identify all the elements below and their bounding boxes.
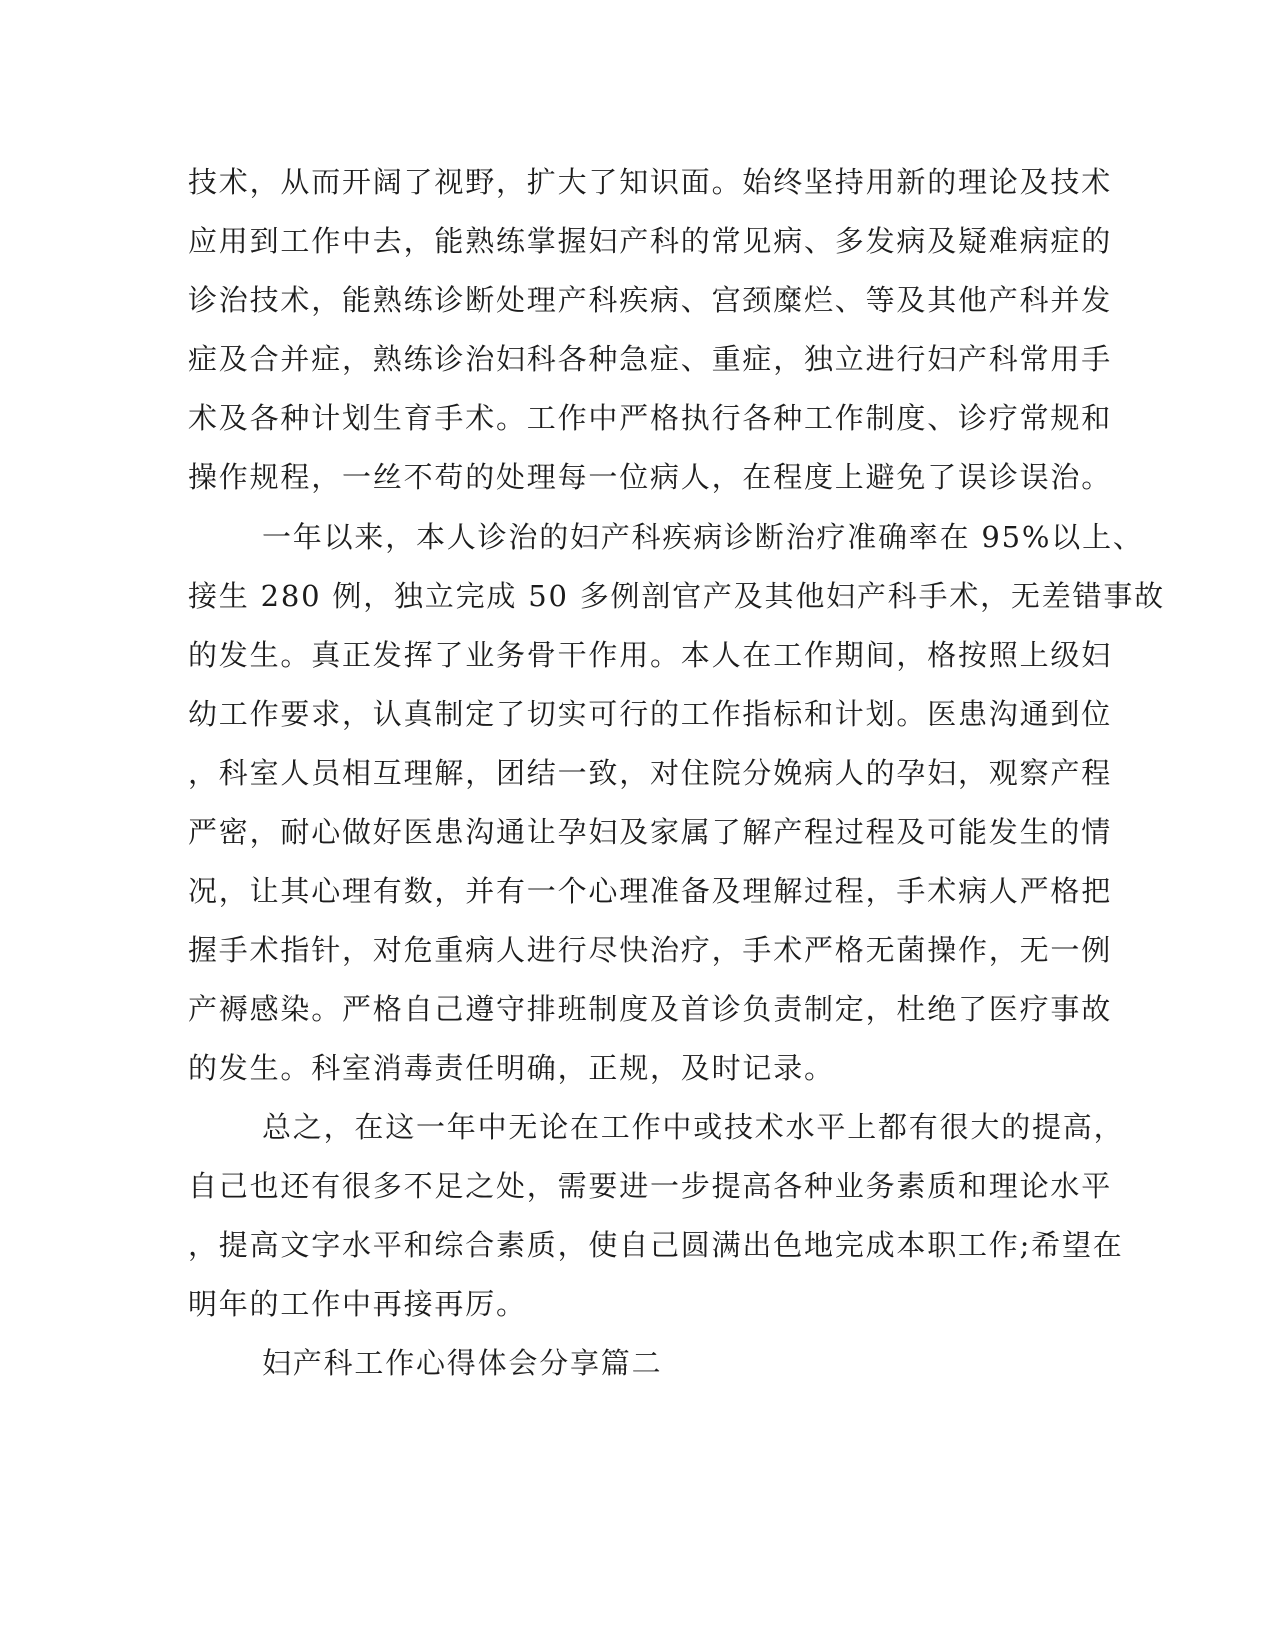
text-line: 严密，耐心做好医患沟通让孕妇及家属了解产程过程及可能发生的情 bbox=[188, 815, 1113, 849]
text-line: 技术，从而开阔了视野，扩大了知识面。始终坚持用新的理论及技术 bbox=[188, 165, 1113, 199]
text-line: 术及各种计划生育手术。工作中严格执行各种工作制度、诊疗常规和 bbox=[188, 401, 1113, 435]
text-line: 应用到工作中去，能熟练掌握妇产科的常见病、多发病及疑难病症的 bbox=[188, 224, 1113, 258]
text-line: 况，让其心理有数，并有一个心理准备及理解过程，手术病人严格把 bbox=[188, 874, 1113, 908]
text-line: 诊治技术，能熟练诊断处理产科疾病、宫颈糜烂、等及其他产科并发 bbox=[188, 283, 1113, 317]
section-heading: 妇产科工作心得体会分享篇二 bbox=[262, 1346, 663, 1380]
text-line: 的发生。真正发挥了业务骨干作用。本人在工作期间，格按照上级妇 bbox=[188, 638, 1113, 672]
paragraph-first-line: 一年以来，本人诊治的妇产科疾病诊断治疗准确率在 95%以上、 bbox=[262, 520, 1144, 554]
text-line: 接生 280 例，独立完成 50 多例剖官产及其他妇产科手术，无差错事故 bbox=[188, 579, 1165, 613]
text-line: 的发生。科室消毒责任明确，正规，及时记录。 bbox=[188, 1051, 835, 1085]
text-line: 幼工作要求，认真制定了切实可行的工作指标和计划。医患沟通到位 bbox=[188, 697, 1113, 731]
paragraph-first-line: 总之，在这一年中无论在工作中或技术水平上都有很大的提高， bbox=[262, 1110, 1125, 1144]
text-line: 操作规程，一丝不苟的处理每一位病人，在程度上避免了误诊误治。 bbox=[188, 460, 1113, 494]
text-line: 明年的工作中再接再厉。 bbox=[188, 1287, 527, 1321]
text-line: ，提高文字水平和综合素质，使自己圆满出色地完成本职工作;希望在 bbox=[188, 1228, 1124, 1262]
text-line: 自己也还有很多不足之处，需要进一步提高各种业务素质和理论水平 bbox=[188, 1169, 1113, 1203]
text-line: ，科室人员相互理解，团结一致，对住院分娩病人的孕妇，观察产程 bbox=[188, 756, 1113, 790]
text-line: 握手术指针，对危重病人进行尽快治疗，手术严格无菌操作，无一例 bbox=[188, 933, 1113, 967]
text-line: 产褥感染。严格自己遵守排班制度及首诊负责制定，杜绝了医疗事故 bbox=[188, 992, 1113, 1026]
text-line: 症及合并症，熟练诊治妇科各种急症、重症，独立进行妇产科常用手 bbox=[188, 342, 1113, 376]
